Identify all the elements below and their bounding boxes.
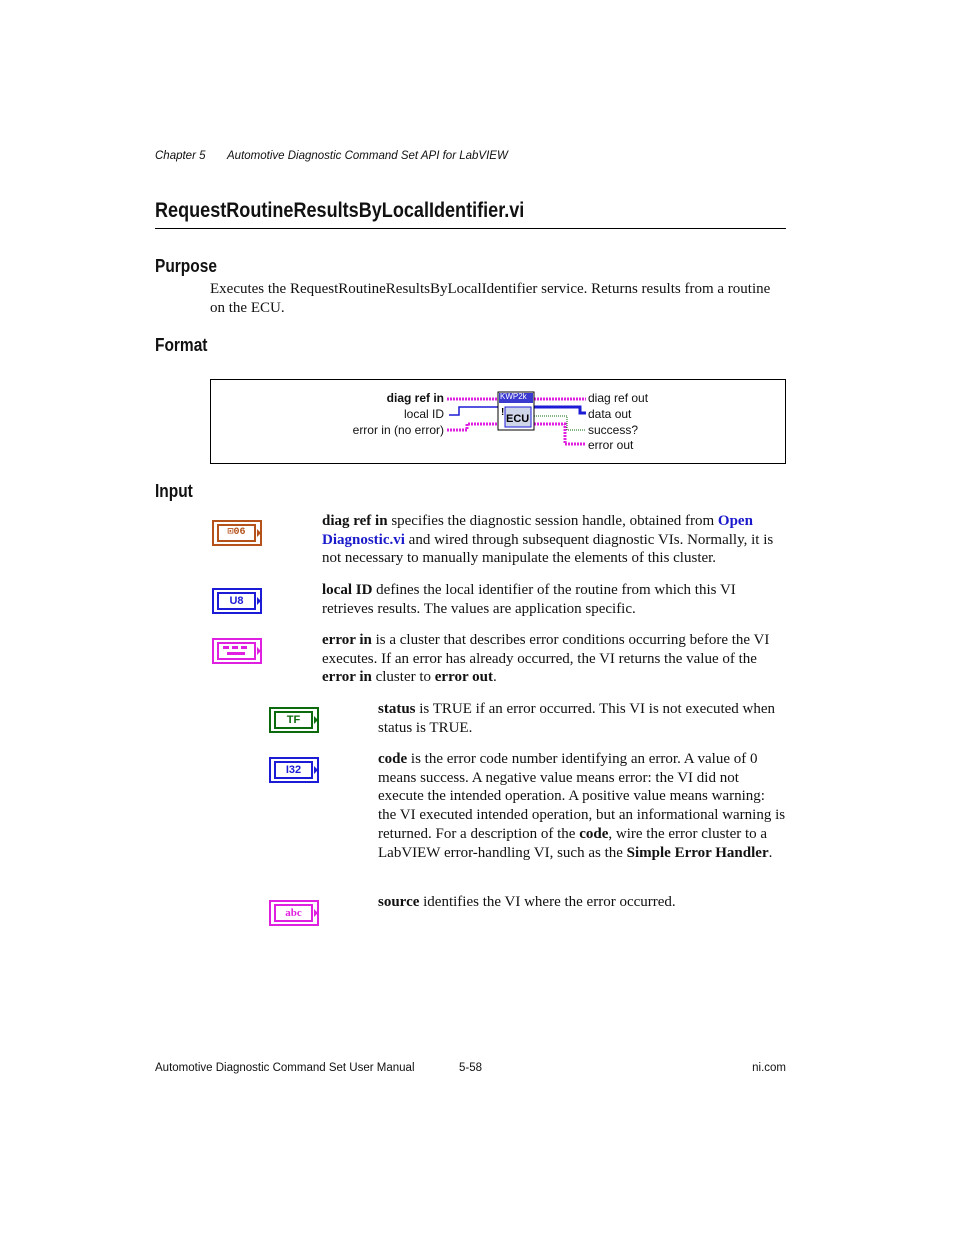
purpose-heading: Purpose xyxy=(155,256,217,276)
param-name: diag ref in xyxy=(322,513,388,529)
input-heading: Input xyxy=(155,481,193,501)
terminal-error-in: error in (no error) xyxy=(352,423,444,437)
page-title: RequestRoutineResultsByLocalIdentifier.vi xyxy=(155,199,525,222)
running-header-chapter: Chapter 5 xyxy=(155,150,206,162)
title-rule xyxy=(155,228,786,229)
wiring-diagram xyxy=(211,380,785,463)
open-diagnostic-link[interactable]: Open Diagnostic.vi xyxy=(322,513,753,548)
purpose-text: Executes the RequestRoutineResultsByLocalIdentifier service. Returns results from a routine on the ECU. xyxy=(210,281,771,316)
source-description: source identifies the VI where the error occurred. xyxy=(378,894,676,910)
string-icon: abc xyxy=(269,900,319,926)
footer-page-number: 5-58 xyxy=(459,1062,483,1074)
i32-icon: I32 xyxy=(269,757,319,783)
error-in-description: error in is a cluster that describes error conditions occurring before the VI executes. If an error has already occurred, the VI returns the value of the error in cluster to error out. xyxy=(322,632,770,686)
vi-icon-label-top: KWP2k xyxy=(500,392,527,401)
cluster-icon: ⊡06 xyxy=(212,520,262,546)
terminal-success: success? xyxy=(588,423,639,437)
format-heading: Format xyxy=(155,335,208,355)
tf-icon: TF xyxy=(269,707,319,733)
u8-icon: U8 xyxy=(212,588,262,614)
terminal-error-out: error out xyxy=(588,438,634,452)
footer-site[interactable]: ni.com xyxy=(752,1062,786,1074)
code-description: code is the error code number identifying an error. A value of 0 means success. A negative value means error: the VI did not execute the intended operation. A positive value means warning: the VI executed intended operation, but an informational warning is returned. For a description of the code, wire the error cluster to a LabVIEW error-handling VI, such as the Simple Error Handler. xyxy=(378,751,786,861)
footer-manual-title: Automotive Diagnostic Command Set User Manual xyxy=(155,1062,415,1074)
terminal-diag-ref-out: diag ref out xyxy=(588,391,649,405)
diag-ref-in-description: diag ref in specifies the diagnostic session handle, obtained from Open Diagnostic.vi and wired through subsequent diagnostic VIs. Normally, it is not necessary to manually manipulate the elements of this cluster. xyxy=(322,513,774,567)
error-cluster-icon xyxy=(212,638,262,664)
vi-icon-label-bottom: ECU xyxy=(506,413,530,425)
status-description: status is TRUE if an error occurred. This VI is not executed when status is TRUE. xyxy=(378,701,776,736)
local-id-description: local ID defines the local identifier of the routine from which this VI retrieves results. The values are application specific. xyxy=(322,582,736,617)
connector-pane-diagram xyxy=(210,379,786,464)
terminal-diag-ref-in: diag ref in xyxy=(386,391,444,405)
running-header-title: Automotive Diagnostic Command Set API for LabVIEW xyxy=(227,150,508,162)
terminal-local-id: local ID xyxy=(403,407,444,421)
svg-text:!: ! xyxy=(501,407,505,418)
terminal-data-out: data out xyxy=(588,407,632,421)
